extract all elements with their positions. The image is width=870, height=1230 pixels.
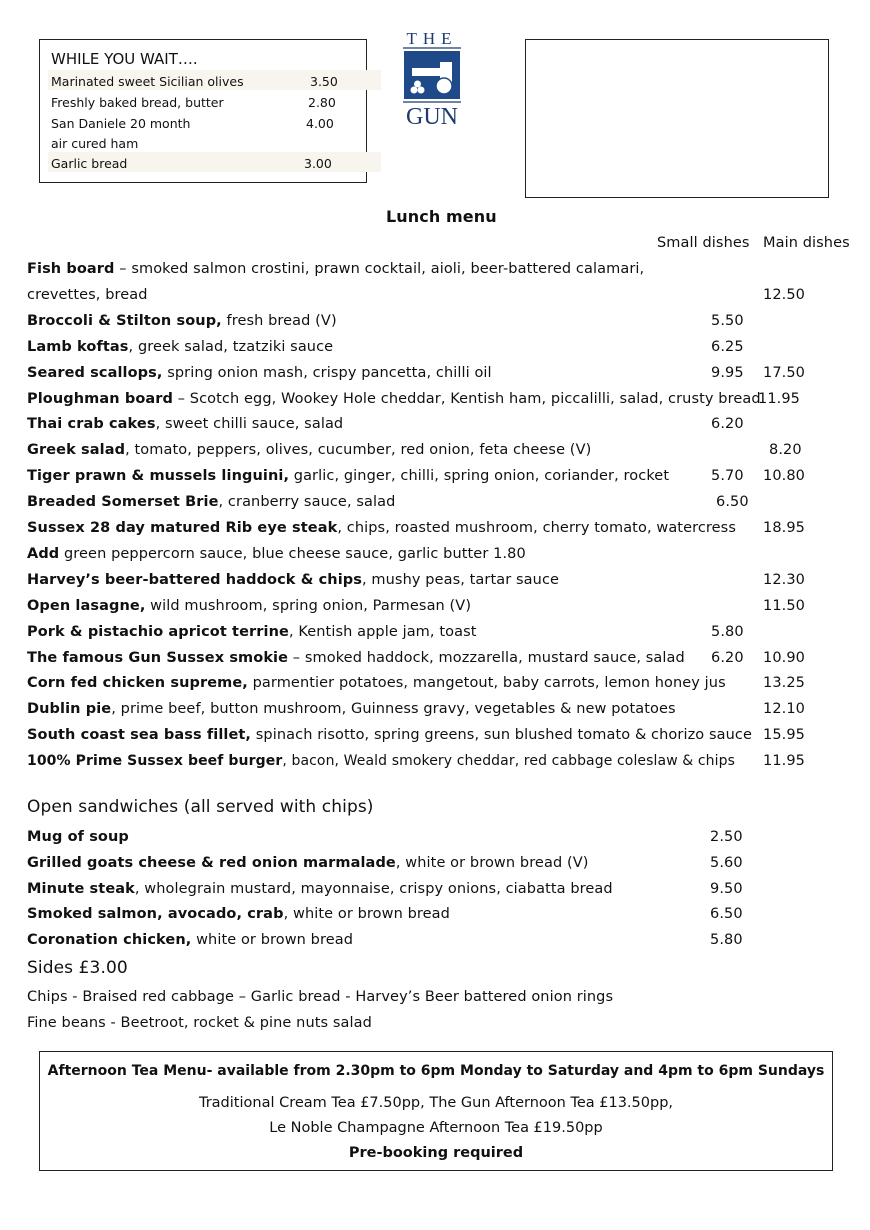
sandwich-item-name: Coronation chicken, [27, 932, 192, 948]
menu-item [27, 313, 337, 329]
wyw-item-price: 3.00 [304, 156, 332, 171]
menu-item-description: , prime beef, button mushroom, Guinness gravy, vegetables & new potatoes [111, 701, 676, 717]
menu-item-name: Dublin pie [27, 701, 112, 717]
small-dish-price: 9.95 [711, 365, 744, 381]
menu-item-name: Broccoli & Stilton soup, [27, 313, 222, 329]
menu-item [27, 468, 669, 484]
menu-item-description: parmentier potatoes, mangetout, baby carrots, lemon honey jus [247, 675, 726, 691]
menu-item-name: Add [27, 546, 60, 562]
menu-item-description: , cranberry sauce, salad [218, 494, 396, 510]
logo-bottom-text: GUN [406, 104, 458, 128]
afternoon-tea-line-1: Traditional Cream Tea £7.50pp, The Gun Afternoon Tea £13.50pp, [198, 1095, 674, 1111]
sandwich-item [27, 855, 589, 871]
menu-item [27, 442, 591, 458]
menu-item-description: , tomato, peppers, olives, cucumber, red onion, feta cheese (V) [125, 442, 592, 458]
sandwich-item-name: Grilled goats cheese & red onion marmalade [27, 855, 396, 871]
menu-item [27, 598, 471, 614]
menu-item [27, 261, 644, 277]
main-dish-price: 11.50 [763, 598, 806, 614]
sides-line-2: Fine beans - Beetroot, rocket & pine nuts salad [27, 1015, 372, 1031]
menu-item-description: spring onion mash, crispy pancetta, chilli oil [162, 365, 492, 381]
menu-item [27, 520, 736, 536]
while-you-wait-box [39, 39, 367, 183]
sandwich-item-name: Smoked salmon, avocado, crab [27, 906, 284, 922]
menu-item-name: South coast sea bass fillet, [27, 727, 252, 743]
afternoon-tea-line-3: Pre-booking required [348, 1145, 524, 1161]
menu-item-name: Fish board [27, 261, 115, 277]
main-dish-price: 18.95 [763, 520, 806, 536]
sandwich-price: 6.50 [710, 906, 743, 922]
menu-item-description: – Scotch egg, Wookey Hole cheddar, Kentish ham, piccalilli, salad, crusty bread [173, 391, 761, 407]
afternoon-tea-line-2: Le Noble Champagne Afternoon Tea £19.50pp [269, 1120, 603, 1136]
wyw-item-price: 2.80 [308, 95, 336, 110]
menu-item-description: – smoked salmon crostini, prawn cocktail, aioli, beer-battered calamari, [114, 261, 645, 277]
sandwich-item [27, 906, 450, 922]
menu-item [27, 727, 752, 743]
menu-item [27, 650, 685, 666]
menu-item-name: Seared scallops, [27, 365, 163, 381]
menu-item [27, 675, 726, 691]
menu-item-description: – smoked haddock, mozzarella, mustard sauce, salad [288, 650, 685, 666]
menu-item-description: , sweet chilli sauce, salad [155, 416, 344, 432]
menu-item-description: green peppercorn sauce, blue cheese sauce, garlic butter 1.80 [59, 546, 526, 562]
small-dish-price: 6.20 [711, 416, 744, 432]
sandwich-item [27, 881, 613, 897]
sandwich-item-description: , wholegrain mustard, mayonnaise, crispy onions, ciabatta bread [134, 881, 613, 897]
menu-item-name: Harvey’s beer-battered haddock & chips [27, 572, 362, 588]
menu-item-description: wild mushroom, spring onion, Parmesan (V) [145, 598, 472, 614]
sandwich-item-description: , white or brown bread [283, 906, 450, 922]
wyw-item-name: Marinated sweet Sicilian olives [51, 74, 244, 89]
main-dish-price: 17.50 [763, 365, 806, 381]
small-dish-price: 5.80 [711, 624, 744, 640]
main-dish-price: 11.95 [758, 391, 801, 407]
sandwich-item [27, 932, 353, 948]
main-dish-price: 12.50 [763, 287, 806, 303]
main-dish-price: 10.80 [763, 468, 806, 484]
wyw-item-name: air cured ham [51, 136, 139, 151]
wyw-item-name: San Daniele 20 month [51, 116, 191, 131]
sandwich-price: 9.50 [710, 881, 743, 897]
menu-item [27, 391, 761, 407]
menu-item-name: Ploughman board [27, 391, 174, 407]
menu-item-name: The famous Gun Sussex smokie [27, 650, 289, 666]
small-dish-price: 6.50 [716, 494, 749, 510]
sandwich-price: 5.60 [710, 855, 743, 871]
wyw-item-price: 4.00 [306, 116, 334, 131]
sandwich-item [27, 829, 129, 845]
menu-item [27, 416, 343, 432]
lunch-menu-title: Lunch menu [386, 207, 497, 226]
main-dish-price: 10.90 [763, 650, 806, 666]
wyw-item-name: Freshly baked bread, butter [51, 95, 224, 110]
menu-item-name: Thai crab cakes [27, 416, 156, 432]
menu-item-name: Pork & pistachio apricot terrine [27, 624, 289, 640]
menu-item-name: Lamb koftas [27, 339, 129, 355]
logo-top-text: THE [406, 29, 458, 48]
menu-item-description: , bacon, Weald smokery cheddar, red cabbage coleslaw & chips [282, 753, 736, 769]
column-header-main: Main dishes [763, 235, 850, 251]
wyw-item-price: 3.50 [310, 74, 338, 89]
main-dish-price: 8.20 [769, 442, 802, 458]
sandwich-price: 2.50 [710, 829, 743, 845]
menu-item [27, 753, 735, 769]
menu-item-description: , greek salad, tzatziki sauce [128, 339, 334, 355]
menu-item-description: , chips, roasted mushroom, cherry tomato, watercress [337, 520, 736, 536]
sides-title: Sides £3.00 [27, 958, 128, 978]
sandwich-price: 5.80 [710, 932, 743, 948]
small-dish-price: 5.70 [711, 468, 744, 484]
menu-item-description: crevettes, bread [27, 287, 148, 303]
menu-item-description: garlic, ginger, chilli, spring onion, coriander, rocket [289, 468, 670, 484]
main-dish-price: 12.10 [763, 701, 806, 717]
empty-box [525, 39, 829, 198]
small-dish-price: 5.50 [711, 313, 744, 329]
main-dish-price: 13.25 [763, 675, 806, 691]
main-dish-price: 15.95 [763, 727, 806, 743]
menu-item-description: fresh bread (V) [221, 313, 337, 329]
afternoon-tea-heading: Afternoon Tea Menu- available from 2.30pm to 6pm Monday to Saturday and 4pm to 6pm Sundays [47, 1063, 825, 1079]
menu-item-name: Open lasagne, [27, 598, 146, 614]
sandwich-item-description: , white or brown bread (V) [395, 855, 589, 871]
small-dish-price: 6.25 [711, 339, 744, 355]
menu-item [27, 546, 526, 562]
logo-graphic [400, 28, 464, 128]
menu-item-description: spinach risotto, spring greens, sun blushed tomato & chorizo sauce [251, 727, 752, 743]
while-you-wait-title: WHILE YOU WAIT…. [51, 50, 198, 68]
sandwich-item-description: white or brown bread [191, 932, 354, 948]
menu-item [27, 701, 676, 717]
main-dish-price: 11.95 [763, 753, 806, 769]
main-dish-price: 12.30 [763, 572, 806, 588]
menu-item [27, 287, 148, 303]
menu-item-name: 100% Prime Sussex beef burger [27, 753, 283, 769]
menu-item-name: Sussex 28 day matured Rib eye steak [27, 520, 338, 536]
sides-line-1: Chips - Braised red cabbage – Garlic bread - Harvey’s Beer battered onion rings [27, 989, 614, 1005]
wyw-item-name: Garlic bread [51, 156, 128, 171]
menu-item [27, 339, 333, 355]
column-header-small: Small dishes [657, 235, 750, 251]
sandwich-item-name: Mug of soup [27, 829, 129, 845]
menu-item-description: , Kentish apple jam, toast [288, 624, 477, 640]
menu-item [27, 365, 492, 381]
menu-item [27, 572, 559, 588]
sandwiches-title: Open sandwiches (all served with chips) [27, 797, 374, 817]
sandwich-item-name: Minute steak [27, 881, 135, 897]
menu-item-name: Corn fed chicken supreme, [27, 675, 248, 691]
menu-item-name: Greek salad [27, 442, 126, 458]
the-gun-logo [400, 28, 464, 128]
menu-item [27, 494, 395, 510]
afternoon-tea-box [39, 1051, 833, 1171]
menu-item-name: Tiger prawn & mussels linguini, [27, 468, 290, 484]
menu-item [27, 624, 477, 640]
small-dish-price: 6.20 [711, 650, 744, 666]
menu-item-name: Breaded Somerset Brie [27, 494, 219, 510]
menu-item-description: , mushy peas, tartar sauce [362, 572, 560, 588]
